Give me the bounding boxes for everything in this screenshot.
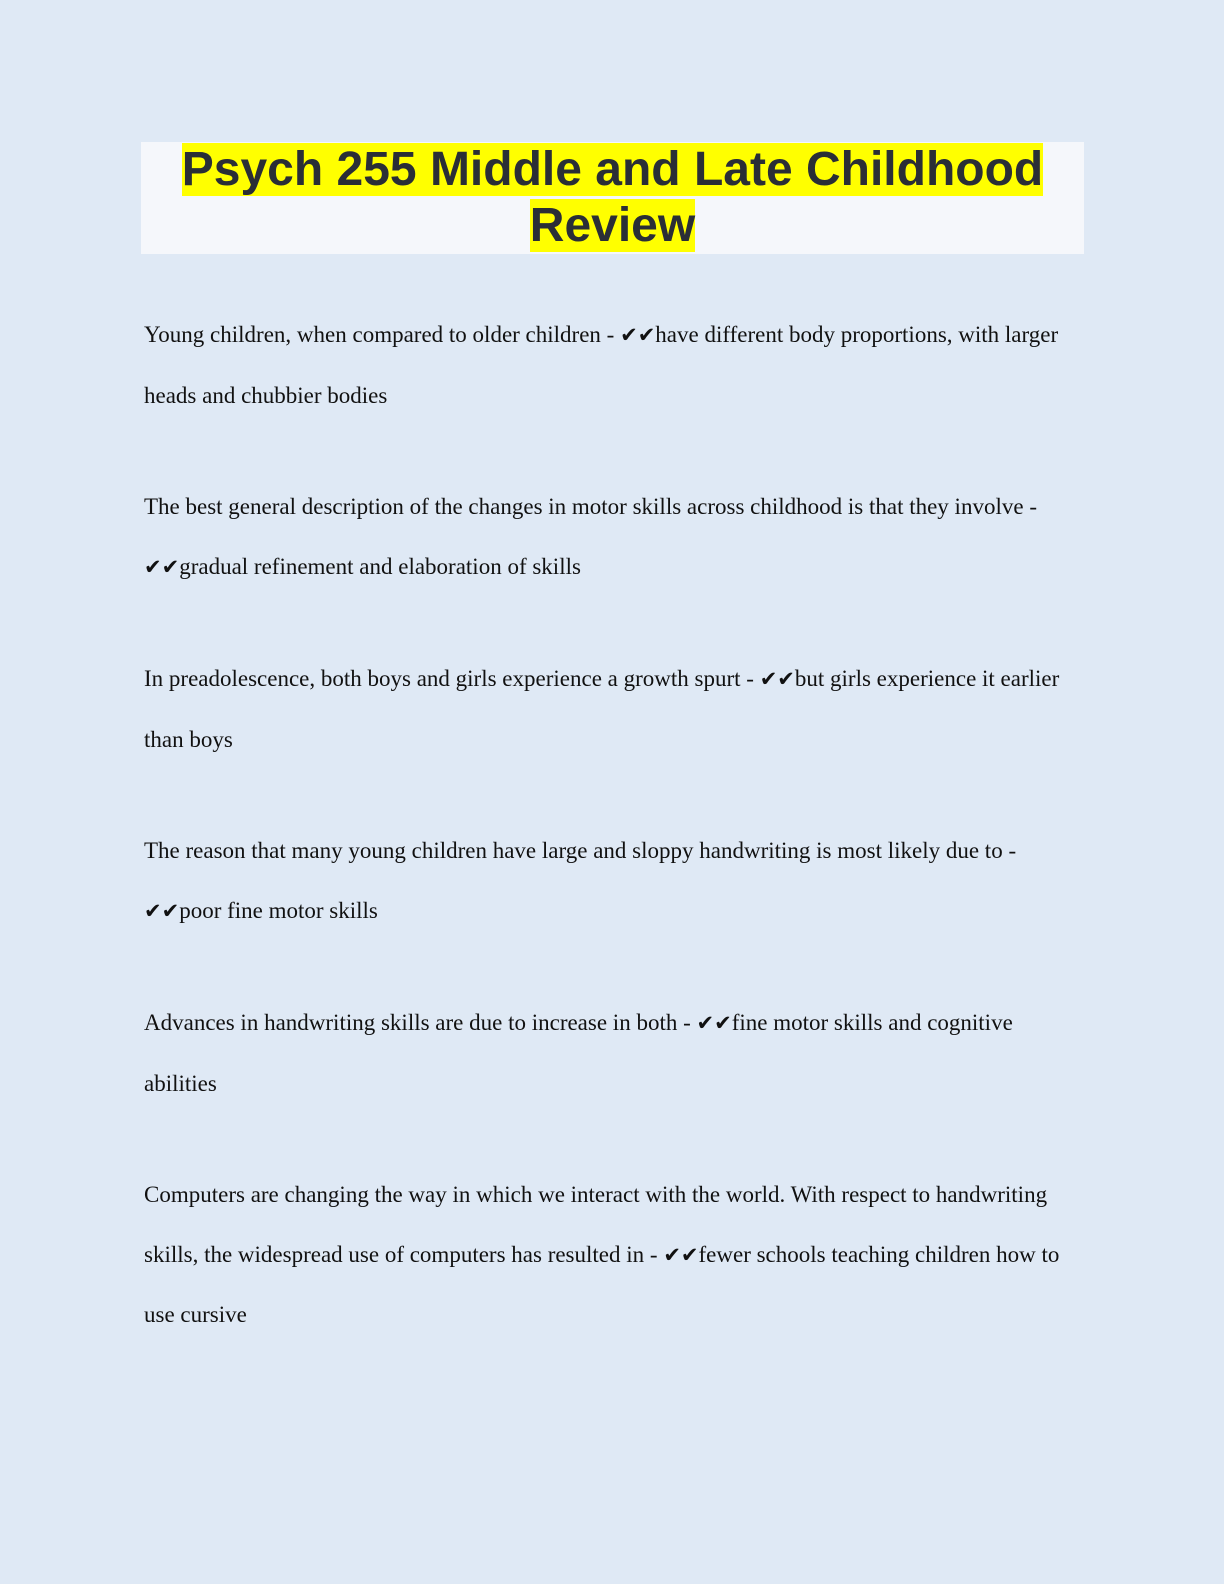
separator: - [1023, 494, 1037, 519]
qa-item [144, 649, 1088, 769]
double-check-icon: ✔✔ [620, 323, 656, 347]
question-text: The reason that many young children have large and sloppy handwriting is most likely due to [144, 838, 1003, 863]
double-check-icon: ✔✔ [663, 1242, 699, 1267]
double-check-icon: ✔✔ [144, 554, 180, 579]
separator: - [644, 1241, 664, 1267]
separator: - [740, 666, 760, 691]
qa-item [144, 1165, 1088, 1345]
qa-list [144, 305, 1088, 1345]
qa-item [144, 305, 1088, 425]
separator: - [600, 322, 621, 347]
double-check-icon: ✔✔ [759, 667, 795, 691]
answer-text: fewer schools teaching children how to use cursive [144, 1241, 1060, 1327]
answer-text: poor fine motor skills [179, 897, 378, 923]
question-text: The best general description of the changes in motor skills across childhood is that they involve [144, 494, 1024, 519]
question-text: Computers are changing the way in which we interact with the world. With respect to handwriting skills, the widespread use of computers has resulted in [144, 1182, 1048, 1267]
qa-item [144, 821, 1088, 941]
separator: - [677, 1010, 697, 1035]
answer-text: gradual refinement and elaboration of skills [179, 553, 581, 579]
answer-text: have different body proportions, with larger heads and chubbier bodies [144, 322, 1059, 408]
page-title: Psych 255 Middle and Late Childhood Review [181, 143, 1044, 252]
question-text: Advances in handwriting skills are due to increase in both [144, 1010, 678, 1035]
separator: - [1002, 838, 1017, 863]
title-box [141, 142, 1084, 254]
question-text: Young children, when compared to older children [144, 322, 601, 347]
question-text: In preadolescence, both boys and girls experience a growth spurt [144, 666, 741, 691]
answer-text: fine motor skills and cognitive abilities [144, 1010, 1013, 1096]
answer-text: but girls experience it earlier than boys [144, 666, 1060, 752]
qa-item [144, 993, 1088, 1113]
double-check-icon: ✔✔ [696, 1011, 732, 1035]
qa-item [144, 477, 1088, 597]
double-check-icon: ✔✔ [144, 898, 180, 923]
